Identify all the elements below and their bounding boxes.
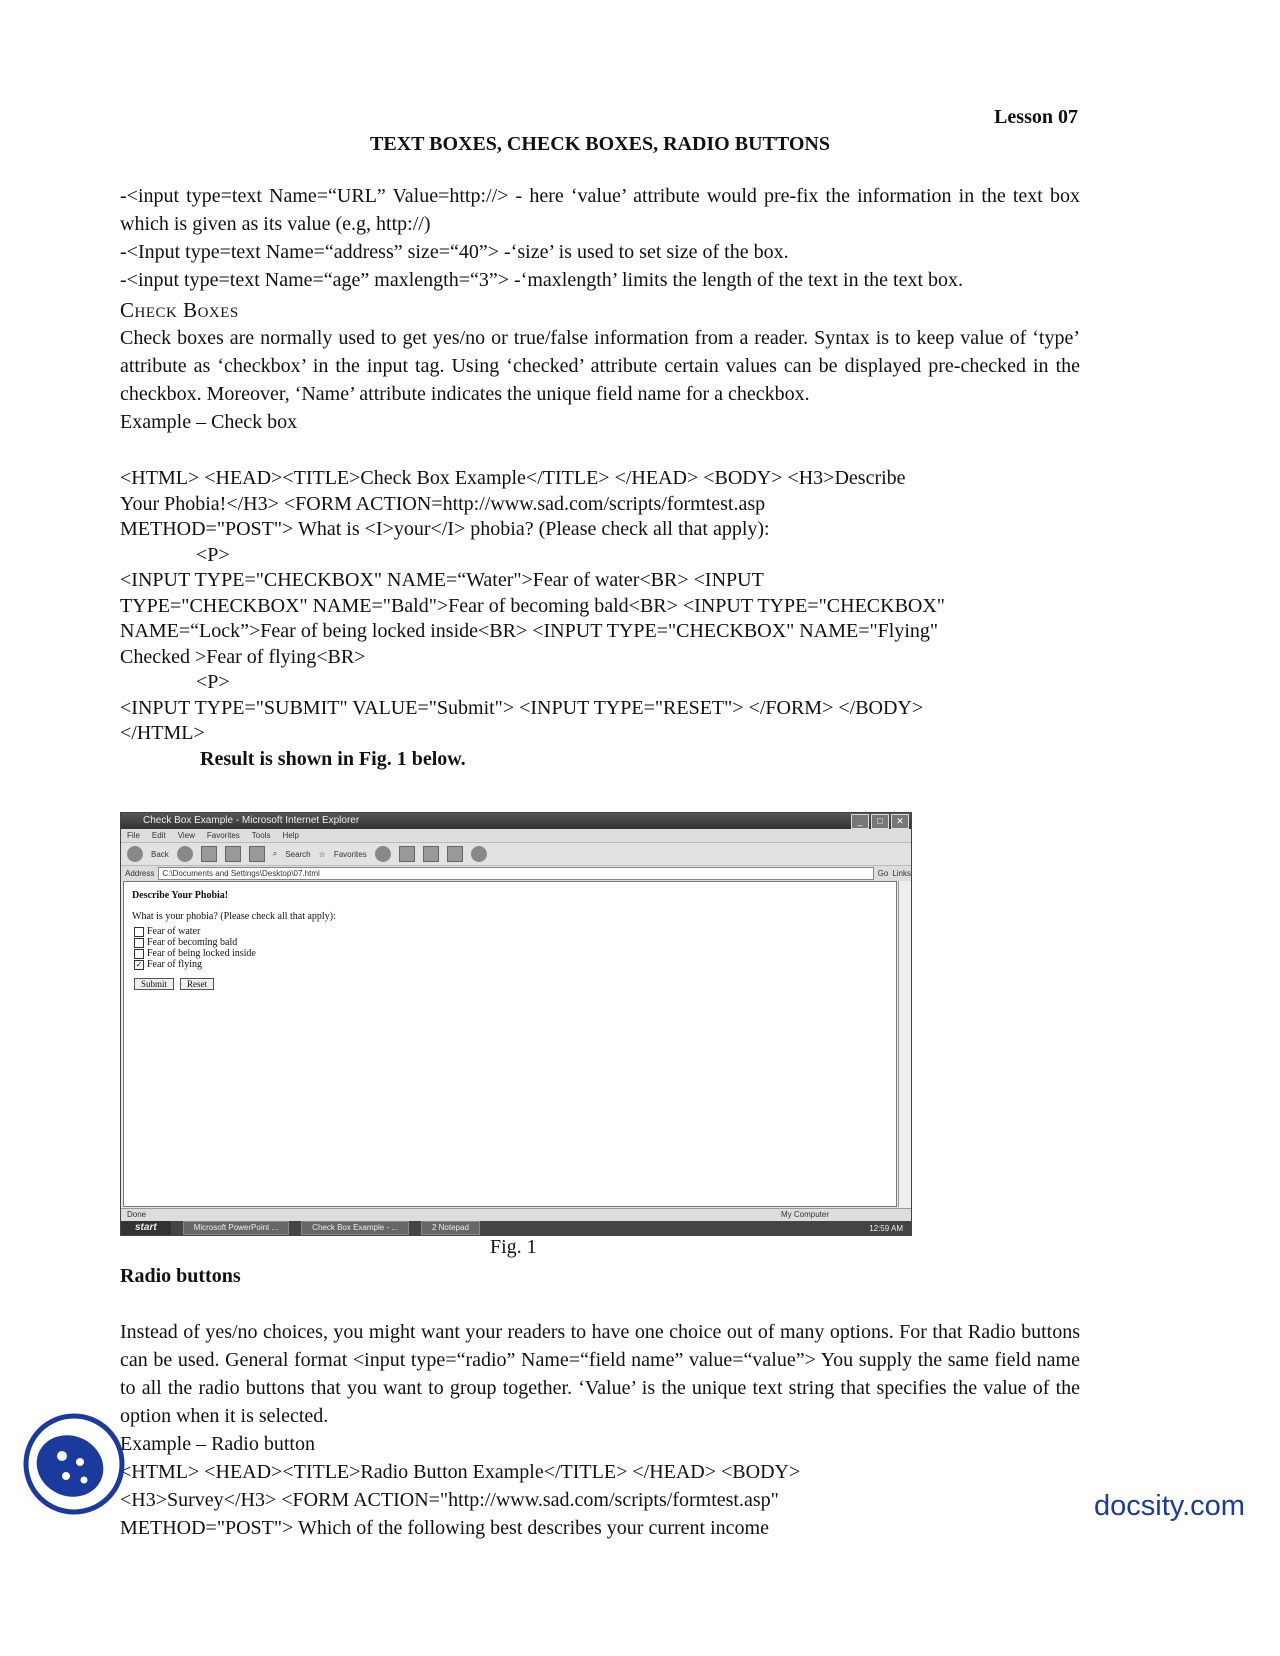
page-question: What is your phobia? (Please check all that apply): [132, 911, 336, 922]
checkbox-heading: Check Boxes [120, 298, 239, 322]
clock: 12:59 AM [869, 1223, 903, 1233]
back-icon [127, 846, 143, 862]
status-zone: My Computer [781, 1210, 830, 1219]
code-line: <INPUT TYPE="SUBMIT" VALUE="Submit"> <INPUT TYPE="RESET"> </FORM> </BODY> [120, 696, 924, 719]
stop-icon [201, 846, 217, 862]
history-icon [375, 846, 391, 862]
start-button: start [121, 1221, 171, 1235]
menu-bar [121, 829, 911, 842]
back-label: Back [151, 849, 169, 859]
checkbox-example-label: Example – Check box [120, 411, 298, 433]
browser-content [123, 881, 897, 1207]
checkbox-option: ✓ Fear of flying [135, 959, 202, 970]
code-line: METHOD="POST"> What is <I>your</I> phobia? (Please check all that apply): [120, 518, 770, 540]
checkbox-paragraph: Check boxes are normally used to get yes/no or true/false information from a reader. Syntax is to keep value of ‘type’ attribute as ‘checkbox’ in the input tag. Using ‘checked’ attribute certain values can be displayed pre-checked in the checkbox. Moreover, ‘Name’ attribute indicates the unique field name for a checkbox. [120, 327, 1080, 405]
edit-icon [447, 846, 463, 862]
messenger-icon [471, 846, 487, 862]
address-label: Address [125, 869, 155, 878]
taskbar [121, 1221, 911, 1235]
menu-tools: Tools [251, 831, 271, 840]
spacer [120, 1290, 1080, 1318]
code-line: TYPE="CHECKBOX" NAME="Bald">Fear of becoming bald<BR> <INPUT TYPE="CHECKBOX" [120, 594, 945, 617]
checkbox-list [134, 926, 896, 970]
status-bar [121, 1208, 911, 1221]
result-note: Result is shown in Fig. 1 below. [200, 747, 466, 770]
address-bar [121, 866, 911, 881]
code-line: METHOD="POST"> Which of the following best describes your current income [120, 1517, 769, 1539]
code-line: </HTML> [120, 722, 205, 744]
minimize-icon: _ [851, 814, 869, 829]
intro-line-url: -<input type=text Name=“URL” Value=http://> - here ‘value’ attribute would pre-fix the information in the text box which is given as its value (e.g, http://) [120, 185, 1080, 235]
go-button: Go [877, 869, 889, 878]
search-icon: ⌕ [272, 849, 278, 858]
code-line: Your Phobia!</H3> <FORM ACTION=http://www.sad.com/scripts/formtest.asp [120, 492, 766, 515]
scrollbar [898, 881, 911, 1207]
browser-toolbar [121, 842, 911, 866]
intro-section [120, 182, 1080, 294]
reset-button: Reset [180, 978, 214, 990]
checkbox-option: Fear of water [134, 926, 896, 937]
code-line: <P> [196, 671, 230, 693]
close-icon: ✕ [891, 814, 909, 829]
radio-section [120, 1262, 1080, 1542]
address-input: C:\Documents and Settings\Desktop\07.html [158, 867, 873, 880]
task-notepad: 2 Notepad [421, 1221, 480, 1235]
mail-icon [399, 846, 415, 862]
submit-button: Submit [134, 978, 174, 990]
task-powerpoint: Microsoft PowerPoint ... [183, 1221, 289, 1235]
radio-paragraph: Instead of yes/no choices, you might want your readers to have one choice out of many options. For that Radio buttons can be used. General format <input type=“radio” Name=“field name” value=“value”> You supply the same field name to all the radio buttons that you want to group together. ‘Value’ is the unique text string that specifies the value of the option when it is selected. [120, 1321, 1080, 1427]
menu-favorites: Favorites [206, 831, 240, 840]
window-titlebar [121, 813, 911, 829]
form-buttons [134, 978, 896, 990]
menu-help: Help [282, 831, 299, 840]
checkbox-icon [134, 938, 144, 948]
search-label: Search [285, 849, 311, 859]
status-done: Done [127, 1210, 147, 1219]
code-line: <INPUT TYPE="CHECKBOX" NAME=“Water">Fear of water<BR> <INPUT [120, 569, 764, 591]
code-line: <H3>Survey</H3> <FORM ACTION="http://www.sad.com/scripts/formtest.asp" [120, 1489, 779, 1511]
links-label: Links [892, 869, 911, 878]
docsity-watermark[interactable]: docsity.com [1094, 1490, 1245, 1522]
refresh-icon [225, 846, 241, 862]
code-line: Checked >Fear of flying<BR> [120, 645, 366, 668]
page-heading: Describe Your Phobia! [132, 890, 229, 901]
checkbox-option: Fear of becoming bald [134, 937, 896, 948]
window-title: Check Box Example - Microsoft Internet Explorer [143, 815, 360, 826]
forward-icon [177, 846, 193, 862]
checkbox-icon [134, 927, 144, 937]
print-icon [423, 846, 439, 862]
checkbox-checked-icon: ✓ [135, 959, 143, 969]
lesson-number: Lesson 07 [994, 106, 1078, 128]
checkbox-section [120, 296, 1080, 436]
menu-file: File [127, 831, 140, 840]
intro-line-maxlength: -<input type=text Name=“age” maxlength=“3”> -‘maxlength’ limits the length of the text in the text box. [120, 269, 964, 291]
intro-line-size: -<Input type=text Name=“address” size=“40”> -‘size’ is used to set size of the box. [120, 241, 789, 263]
checkbox-icon [134, 949, 144, 959]
code-line: <P> [196, 543, 230, 566]
menu-edit: Edit [151, 831, 166, 840]
code-line: <HTML> <HEAD><TITLE>Radio Button Example</TITLE> </HEAD> <BODY> [120, 1461, 801, 1483]
menu-view: View [177, 831, 195, 840]
checkbox-option: Fear of being locked inside [134, 948, 896, 959]
maximize-icon: □ [871, 814, 889, 829]
checkbox-code [120, 466, 1080, 772]
home-icon [249, 846, 265, 862]
favorites-label: Favorites [333, 849, 367, 859]
figure-screenshot [120, 812, 912, 1236]
code-line: <HTML> <HEAD><TITLE>Check Box Example</TITLE> </HEAD> <BODY> <H3>Describe [120, 467, 906, 489]
radio-example-label: Example – Radio button [120, 1433, 315, 1455]
docsity-logo-icon [22, 1412, 126, 1516]
page-title: TEXT BOXES, CHECK BOXES, RADIO BUTTONS [370, 133, 830, 155]
figure-caption: Fig. 1 [490, 1236, 537, 1258]
task-checkbox-example: Check Box Example - ... [301, 1221, 409, 1235]
code-line: NAME=“Lock”>Fear of being locked inside<BR> <INPUT TYPE="CHECKBOX" NAME="Flying" [120, 620, 939, 642]
favorites-icon: ☆ [318, 849, 326, 859]
radio-heading: Radio buttons [120, 1265, 241, 1287]
